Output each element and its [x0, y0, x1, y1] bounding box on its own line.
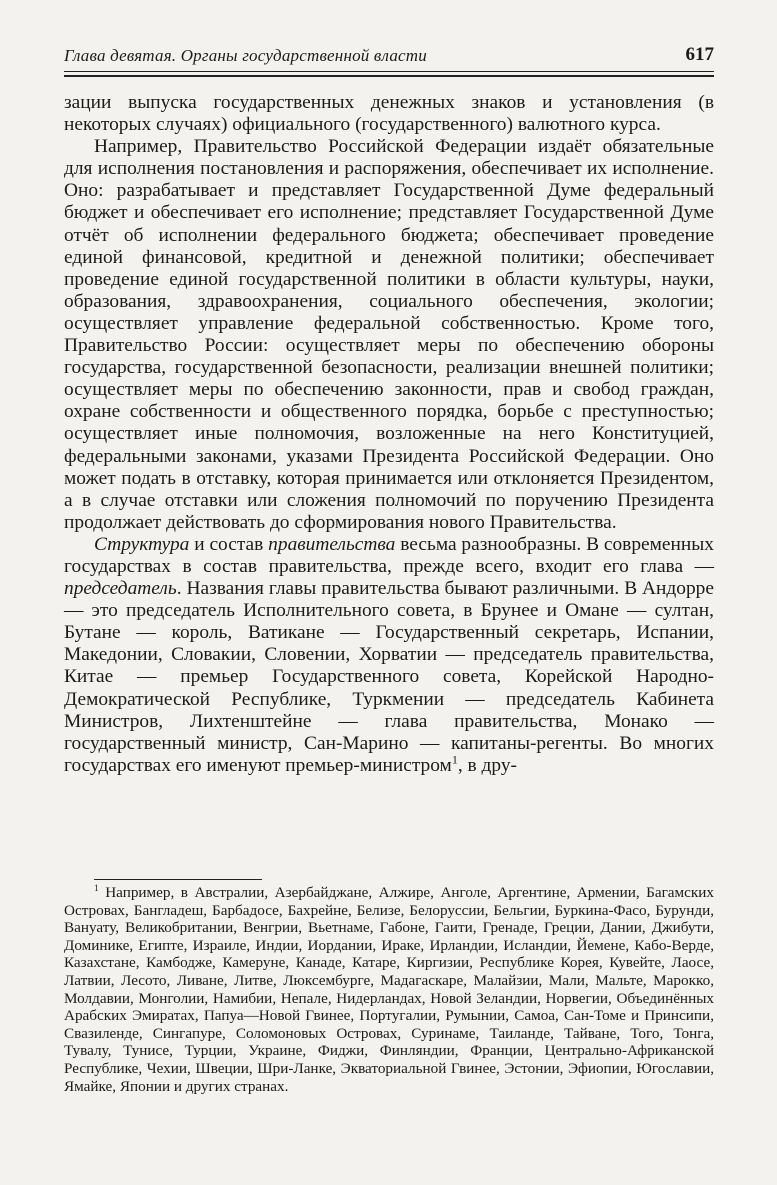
emphasis-government: правительства — [268, 533, 396, 555]
header-rule-thick — [64, 75, 714, 77]
footnote — [64, 884, 714, 1095]
paragraph-government-structure — [64, 534, 714, 777]
body-text — [64, 92, 714, 777]
text-run: , в дру- — [457, 754, 518, 776]
paragraph-government-powers: Например, Правительство Российской Федерации издаёт обязательные для исполнения постановления и распоряжения, обеспечивает их исполнение. Оно: разрабатывает и представляет Государственной Думе федеральный бюджет и обеспечивает его исполнение; представляет Государственной Думе отчёт об исполнении федерального бюджета; обеспечивает проведение единой финансовой, кредитной и денежной политики; обеспечивает проведение единой государственной политики в области культуры, науки, образования, здравоохранения, социального обеспечения, экологии; осуществляет управление федеральной собственностью. Кроме того, Правительство России: осуществляет меры по обеспечению обороны государства, государственной безопасности, реализации внешней политики; осуществляет меры по обеспечению законности, прав и свобод граждан, охране собственности и общественного порядка, борьбе с преступностью; осуществляет иные полномочия, возложенные на него Конституцией, федеральными законами, указами Президента Российской Федерации. Оно может подать в отставку, которая принимается или отклоняется Президентом, а в случае отставки или сложения полномочий по поручению Президента продолжает действовать до сформирования нового Правительства. — [64, 136, 714, 533]
running-head — [64, 44, 714, 76]
paragraph-continuation: зации выпуска государственных денежных знаков и установления (в некоторых случаях) официального (государственного) валютного курса. — [64, 92, 714, 136]
footnote-text: Например, в Австралии, Азербайджане, Алжире, Анголе, Аргентине, Армении, Багамских Островах, Бангладеш, Барбадосе, Бахрейне, Белизе, Белоруссии, Бельгии, Буркина-Фасо, Бурунди, Вануату, Великобритании, Венгрии, Вьетнаме, Габоне, Гаити, Гренаде, Греции, Дании, Джибути, Доминике, Египте, Израиле, Индии, Иордании, Ираке, Ирландии, Исландии, Йемене, Кабо-Верде, Казахстане, Камбодже, Камеруне, Канаде, Катаре, Киргизии, Республике Корея, Кувейте, Лаосе, Латвии, Лесото, Ливане, Литве, Люксембурге, Мадагаскаре, Малайзии, Мали, Мальте, Марокко, Молдавии, Монголии, Намибии, Непале, Нидерландах, Новой Зеландии, Норвегии, Объединённых Арабских Эмиратах, Папуа—Новой Гвинее, Португалии, Румынии, Самоа, Сан-Томе и Принсипи, Свазиленде, Сингапуре, Соломоновых Островах, Суринаме, Таиланде, Тайване, Того, Тонга, Тувалу, Тунисе, Турции, Украине, Фиджи, Финляндии, Франции, Центрально-Африканской Республике, Чехии, Швеции, Шри-Ланке, Экваториальной Гвинее, Эстонии, Эфиопии, Югославии, Ямайке, Японии и других странах. — [64, 884, 714, 1095]
emphasis-chairman: председатель — [64, 578, 177, 600]
text-run: . Названия главы правительства бывают различными. В Андорре — это председатель Исполнительного совета, в Брунее и Омане — султан, Бутане — король, Ватикане — Государственный секретарь, Испании, Македонии, Словакии, Словении, Хорватии — председатель правительства, Китае — премьер Государственного совета, Корейской Народно-Демократической Республике, Туркмении — председатель Кабинета Министров, Лихтенштейне — глава правительства, Монако — государственный министр, Сан-Марино — капитаны-регенты. Во многих государствах его именуют премьер-министром — [64, 578, 714, 776]
text-run: и состав — [189, 533, 269, 555]
text-run: весьма разнообразны. В современных государствах в состав правительства, прежде всего, входит его глава — — [64, 533, 714, 577]
footnote-reference[interactable]: 1 — [451, 752, 458, 767]
page-number: 617 — [685, 44, 714, 65]
emphasis-structure: Структура — [94, 533, 190, 555]
header-rule-thin — [64, 71, 714, 72]
footnote-separator — [94, 879, 262, 880]
running-title: Глава девятая. Органы государственной власти — [64, 46, 427, 65]
footnote-mark: 1 — [94, 883, 99, 894]
